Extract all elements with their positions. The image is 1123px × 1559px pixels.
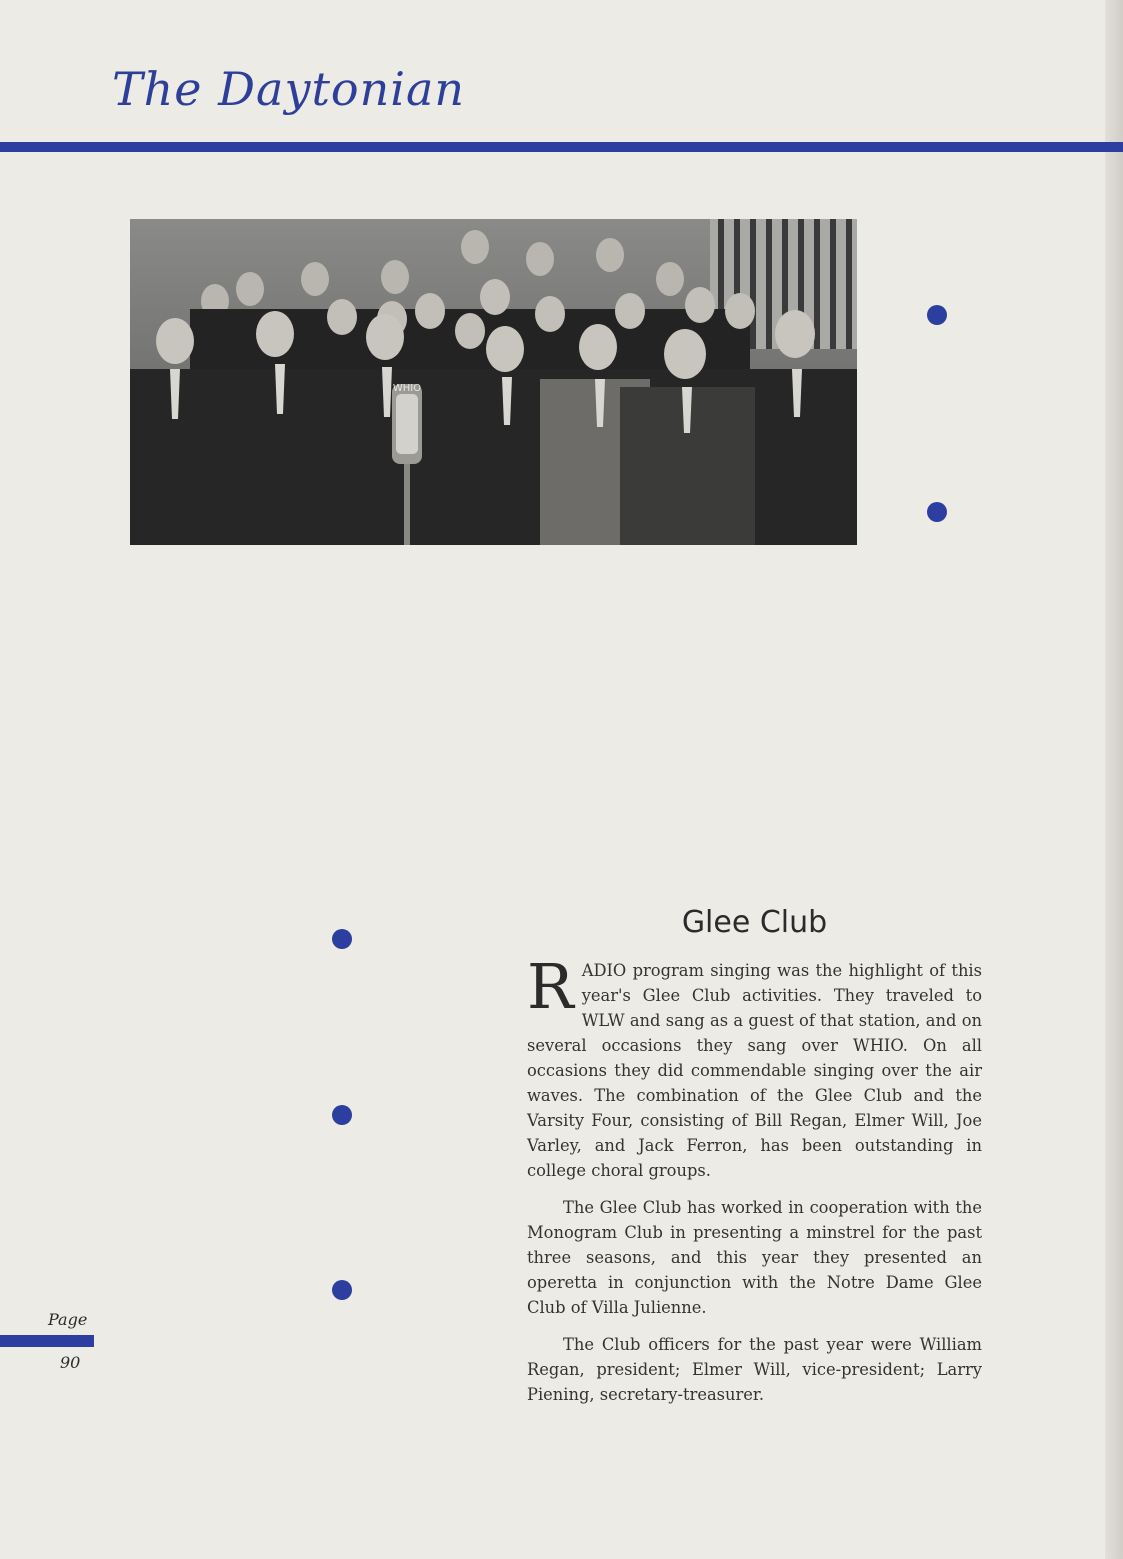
paragraph-text: ADIO program singing was the highlight of this year's Glee Club activities. They traveled to WLW and sang as a guest of that station, and on several occasions they sang over WHIO. On all occasions they did commendable singing over the air waves. The combination of the Glee Club and the Varsity Four, consisting of Bill Regan, Elmer Will, Joe Varley, and Jack Ferron, has been outstanding in college choral groups. xyxy=(527,961,982,1180)
article-heading: Glee Club xyxy=(681,905,828,940)
decorative-dot xyxy=(332,1280,352,1300)
page-marker-bar xyxy=(0,1335,94,1347)
microphone-label: WHIO xyxy=(392,383,422,394)
paragraph: The Club officers for the past year were William Regan, president; Elmer Will, vice-president; Larry Piening, secretary-treasurer. xyxy=(527,1335,982,1404)
decorative-dot xyxy=(927,502,947,522)
page-number: 90 xyxy=(60,1353,81,1372)
group-photo-illustration xyxy=(130,219,857,545)
article-body xyxy=(527,950,982,1419)
drop-cap: R xyxy=(527,950,574,1023)
header-rule xyxy=(0,142,1123,152)
page-edge-shadow xyxy=(1105,0,1123,1559)
decorative-dot xyxy=(332,929,352,949)
masthead-title: The Daytonian xyxy=(112,62,466,116)
page-label: Page xyxy=(48,1310,88,1329)
paragraph xyxy=(527,950,982,1183)
decorative-dot xyxy=(927,305,947,325)
paragraph: The Glee Club has worked in cooperation with the Monogram Club in presenting a minstrel for the past three seasons, and this year they presented an operetta in conjunction with the Notre Dame Glee Club of Villa Julienne. xyxy=(527,1198,982,1317)
decorative-dot xyxy=(332,1105,352,1125)
glee-club-photo xyxy=(130,219,857,545)
